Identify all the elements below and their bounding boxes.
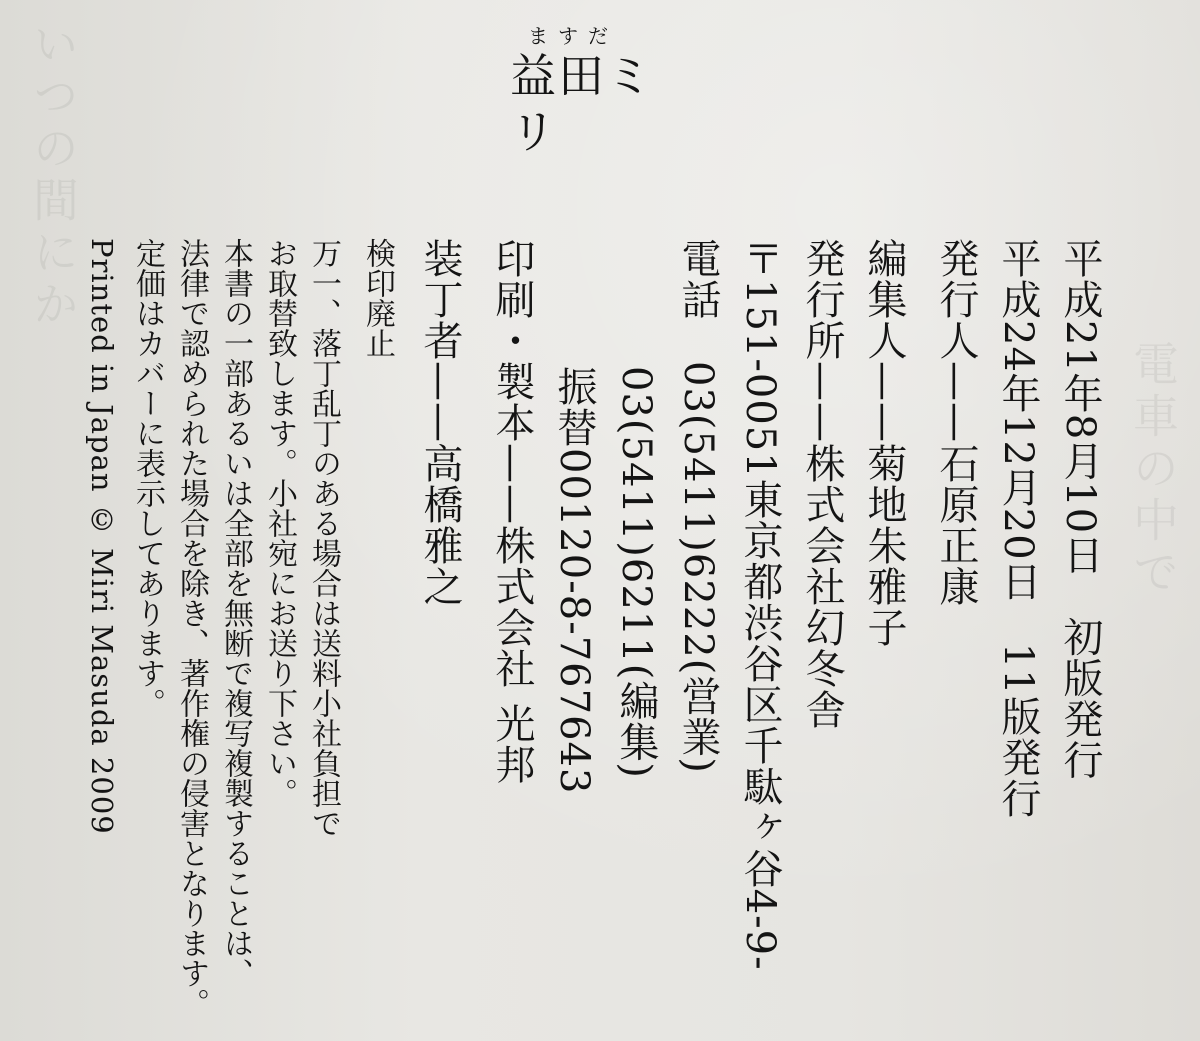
author-name: 益田ミリ xyxy=(510,49,654,159)
copyright-line: Printed in Japan © Miri Masuda 2009 xyxy=(85,238,119,835)
author-header xyxy=(510,24,690,160)
notice-line-1: 万一、落丁乱丁のある場合は送料小社負担で xyxy=(306,238,341,838)
phone-sales-line: 電話 03(5411)6222(営業) xyxy=(675,238,721,774)
seal-note-line: 検印廃止 xyxy=(360,238,395,358)
show-through-text: いつの間にか xyxy=(26,20,80,332)
binding-designer-line: 装丁者——高橋雅之 xyxy=(417,238,463,607)
printing-line: 印刷・製本——株式会社 光邦 xyxy=(489,238,535,785)
edition-first-line: 平成21年8月10日 初版発行 xyxy=(1057,238,1103,781)
show-through-text: 電車の中で xyxy=(1126,340,1180,600)
editor-person-line: 編集人——菊地朱雅子 xyxy=(861,238,907,648)
phone-editorial-line: 03(5411)6211(編集) xyxy=(613,366,659,779)
edition-reprint-line: 平成24年12月20日 11版発行 xyxy=(995,238,1041,819)
publishing-house-line: 発行所——株式会社幻冬舎 xyxy=(799,238,845,730)
notice-line-3: 本書の一部あるいは全部を無断で複写複製することは、 xyxy=(218,238,253,988)
author-ruby: ますだ xyxy=(528,24,618,48)
address-line: 〒151-0051東京都渋谷区千駄ヶ谷4-9- xyxy=(737,238,783,971)
notice-line-2: お取替致します。小社宛にお送り下さい。 xyxy=(262,238,297,808)
notice-line-4: 法律で認められた場合を除き、著作権の侵害となります。 xyxy=(174,238,209,1018)
transfer-account-line: 振替00120-8-767643 xyxy=(551,366,597,795)
notice-line-5: 定価はカバーに表示してあります。 xyxy=(130,238,165,718)
publisher-person-line: 発行人——石原正康 xyxy=(933,238,979,607)
colophon-block xyxy=(72,238,1108,1028)
